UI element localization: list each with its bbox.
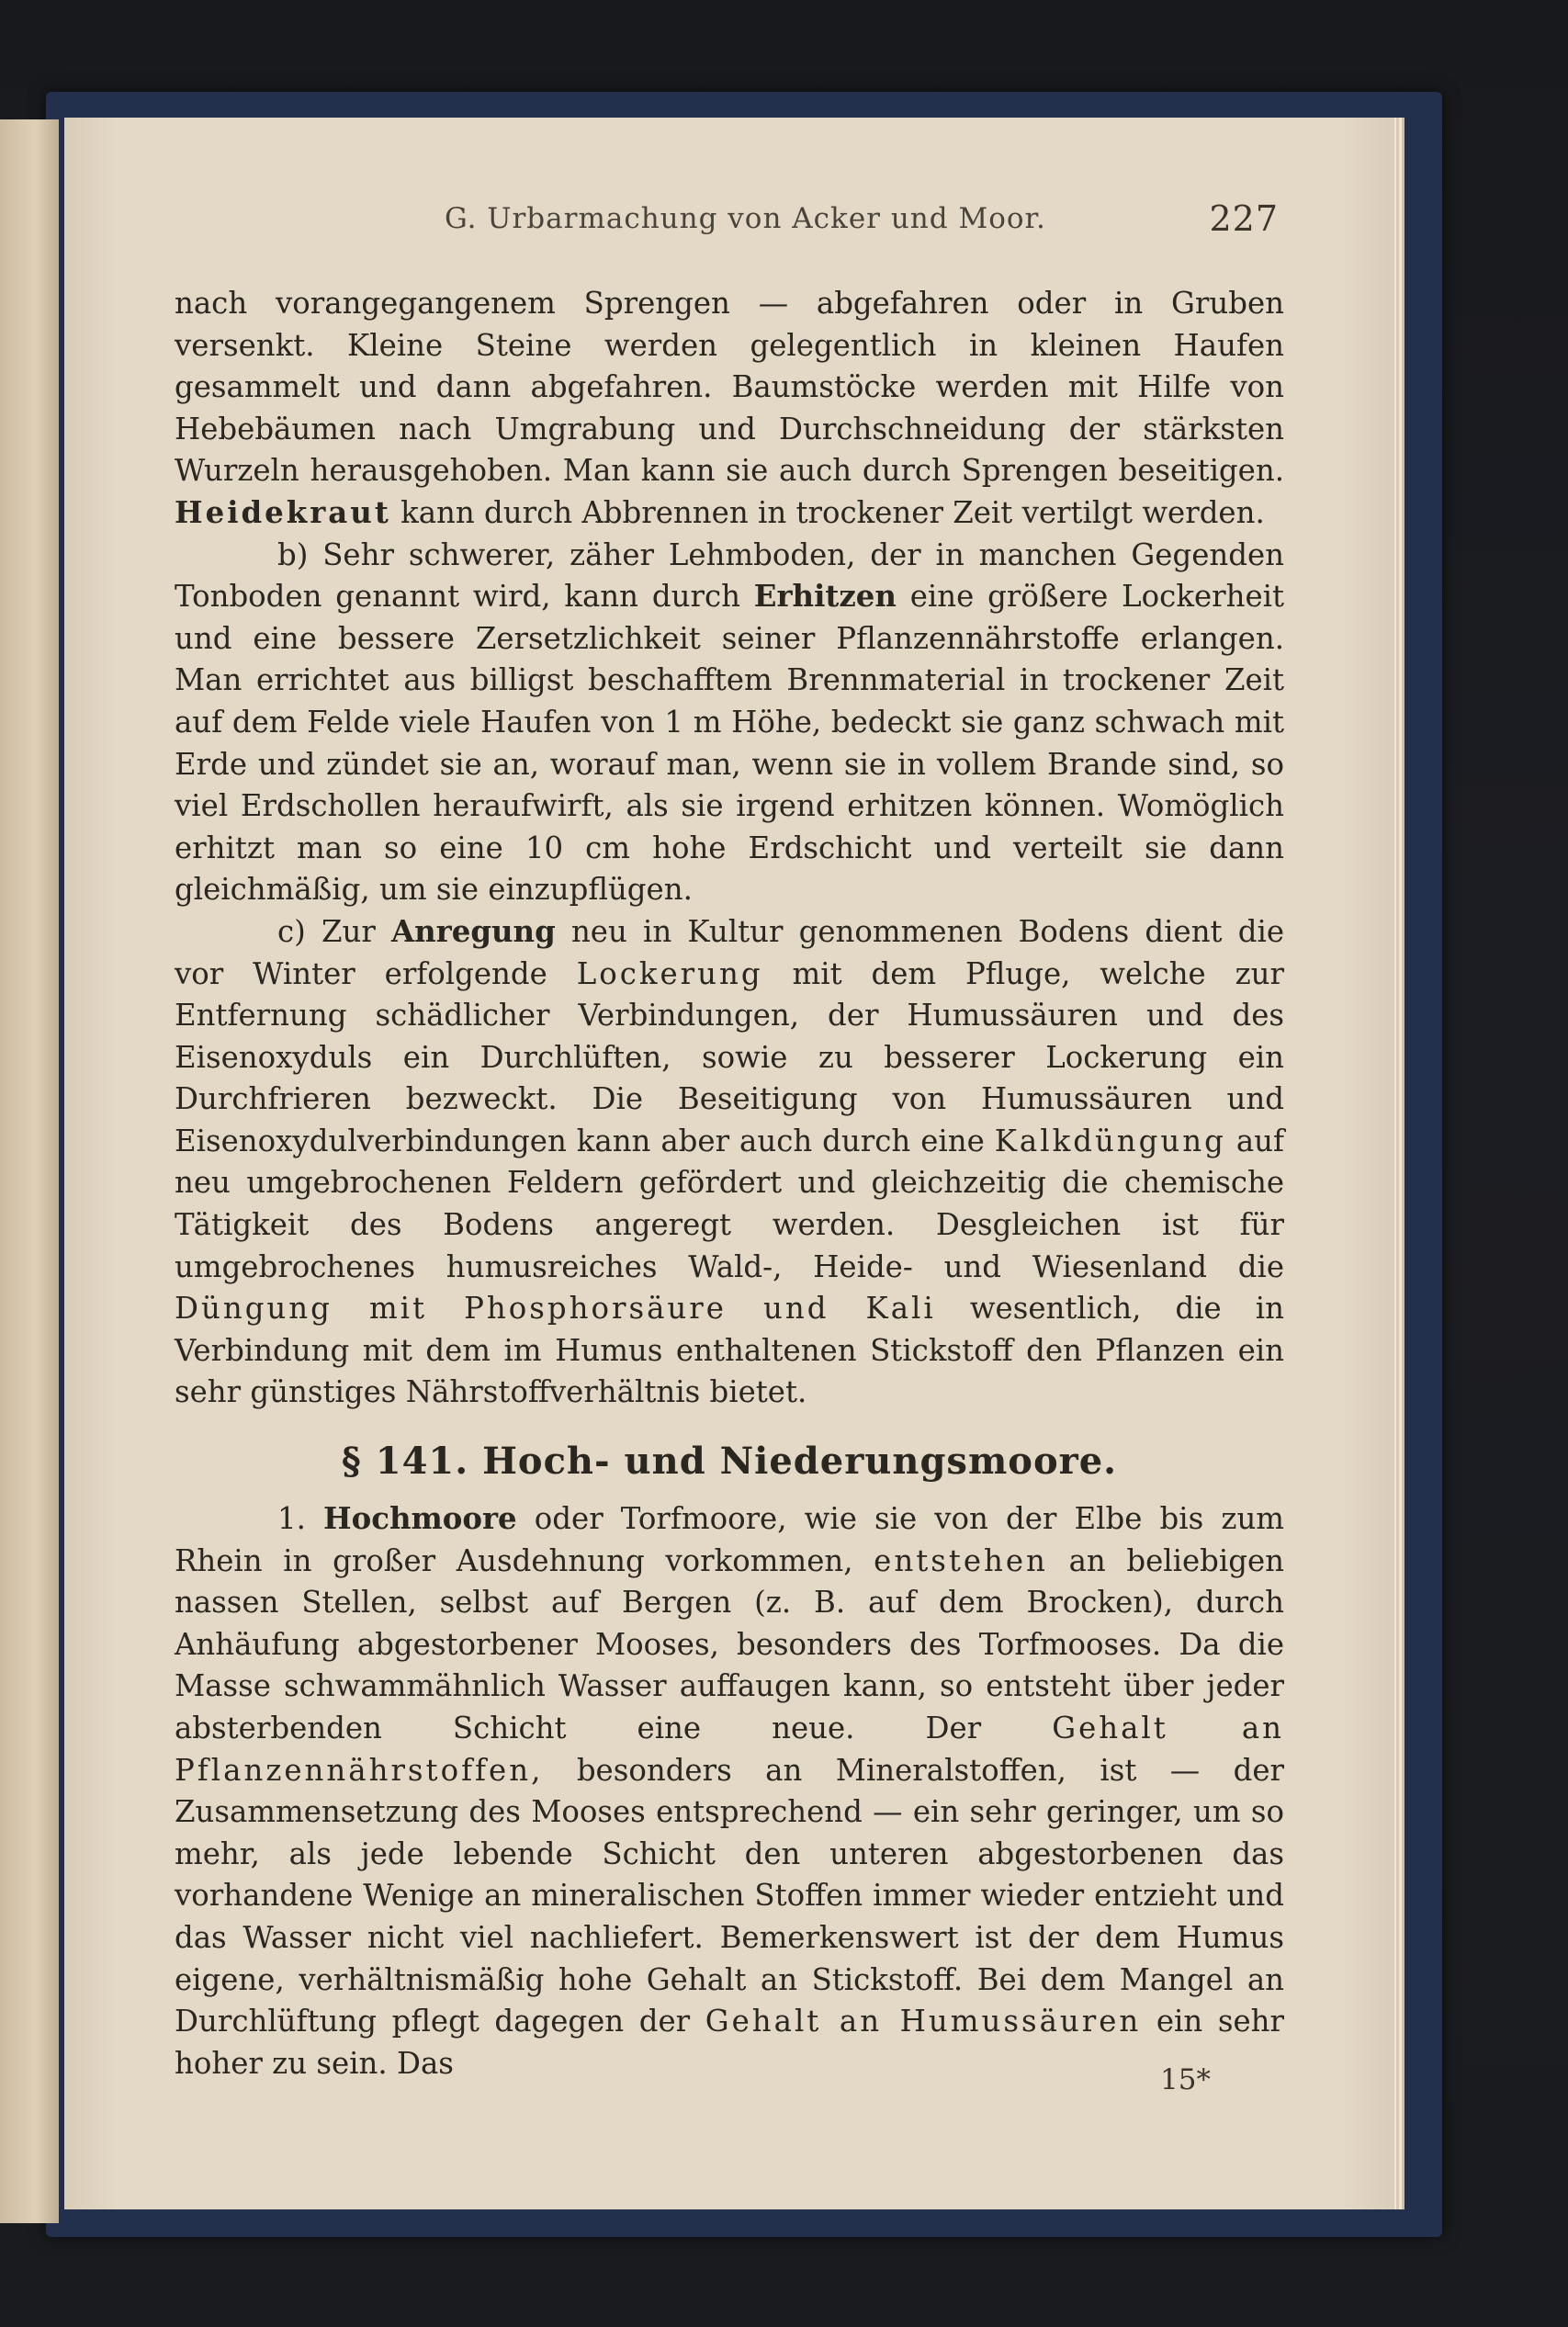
paragraph-c-spaced-2: Kalkdüngung bbox=[994, 1123, 1226, 1158]
paragraph-d-start: 1. bbox=[277, 1501, 306, 1537]
paragraph-b-rest: eine größere Lockerheit und eine bessere Zersetzlichkeit seiner Pflanzennährstoffe erlangen. Man errichtet aus billigst beschafftem Brennmaterial in trockener Zeit auf dem Felde viele Haufen von 1 m Höhe, bedeckt sie ganz schwach mit Erde und zündet sie an, worauf man, wenn sie in vollem Brande sind, so viel Erdschollen heraufwirft, als sie irgend erhitzen können. Womöglich erhitzt man so eine 10 cm hohe Erdschicht und verteilt sie dann gleichmäßig, um sie einzupflügen. bbox=[175, 579, 1285, 908]
paragraph-d-part-b: oder Torfmoore, wie sie von der Elbe bis zum Rhein in großer Ausdehnung vorkommen, bbox=[175, 1501, 1285, 1578]
paragraph-d bbox=[175, 1498, 1284, 2084]
paragraph-d-part-d: besonders an Mineralstoffen, ist — der Zusammensetzung des Mooses entsprechend — ein sehr geringer, um so mehr, als jede lebende Schicht den unteren abgestorbenen das vorhandene Wenige an mineralischen Stoffen immer wieder entzieht und das Wasser nicht viel nachliefert. Bemerkenswert ist der dem Humus eigene, verhältnismäßig hohe Gehalt an Stickstoff. Bei dem Mangel an Durchlüftung pflegt dagegen der bbox=[175, 1752, 1284, 2039]
page-number: 227 bbox=[1209, 198, 1279, 239]
paragraph-c-spaced-3: Düngung mit Phosphorsäure und Kali bbox=[175, 1291, 936, 1327]
paragraph-c bbox=[175, 911, 1284, 1414]
paragraph-b-start: b) Sehr schwerer, zäher Lehmboden, der in manchen Gegenden Tonboden genannt wird, kann durch bbox=[175, 537, 1284, 615]
paragraph-a-emphasis: Heidekraut bbox=[175, 494, 391, 530]
paragraph-c-start: c) Zur bbox=[277, 913, 376, 949]
paragraph-d-part-e: ein sehr hoher zu sein. Das bbox=[175, 2004, 1285, 2081]
paragraph-b bbox=[175, 535, 1284, 911]
running-head-title: G. Urbarmachung von Acker und Moor. bbox=[445, 202, 1046, 235]
paragraph-a-text: nach vorangegangenem Sprengen — abgefahren oder in Gruben versenkt. Kleine Steine werden gelegentlich in kleinen Haufen gesammelt und dann abgefahren. Baumstöcke werden mit Hilfe von Hebebäumen nach Umgrabung und Durchschneidung der stärksten Wurzeln herausgehoben. Man kann sie auch durch Sprengen beseitigen. bbox=[175, 286, 1284, 489]
paragraph-c-part-c: mit dem Pfluge, welche zur Entfernung schädlicher Verbindungen, der Humussäuren und des Eisenoxyduls ein Durchlüften, sowie zu besserer Lockerung ein Durchfrieren bezweckt. Die Beseitigung von Humussäuren und Eisenoxydulverbindungen kann aber auch durch eine bbox=[175, 955, 1285, 1158]
paragraph-d-spaced-2: Gehalt an Pflanzennährstoffen, bbox=[175, 1711, 1285, 1788]
paragraph-c-emphasis: Anregung bbox=[391, 913, 556, 949]
paragraph-a-end: kann durch Abbrennen in trockener Zeit vertilgt werden. bbox=[400, 494, 1265, 530]
book-page bbox=[64, 118, 1394, 2209]
page-body bbox=[175, 283, 1284, 2084]
paragraph-d-part-c: an beliebigen nassen Stellen, selbst auf Bergen (z. B. auf dem Brocken), durch Anhäufung abgestorbener Mooses, besonders des Torfmooses. Da die Masse schwammähnlich Wasser auffaugen kann, so entsteht über jeder absterbenden Schicht eine neue. Der bbox=[175, 1542, 1285, 1745]
printer-signature: 15* bbox=[1160, 2063, 1211, 2096]
paragraph-d-spaced-3: Gehalt an Humussäuren bbox=[705, 2004, 1142, 2039]
paragraph-c-part-b: neu in Kultur genommenen Bodens dient die vor Winter erfolgende bbox=[175, 913, 1285, 991]
section-heading: § 141. Hoch- und Niederungsmoore. bbox=[341, 1440, 1118, 1484]
paragraph-c-spaced-1: Lockerung bbox=[576, 955, 763, 991]
left-page-edge bbox=[0, 119, 59, 2223]
paragraph-d-spaced-1: entstehen bbox=[874, 1542, 1048, 1578]
paragraph-c-part-d: auf neu umgebrochenen Feldern gefördert und gleichzeitig die chemische Tätigkeit des Bodens angeregt werden. Desgleichen ist für umgebrochenes humusreiches Wald-, Heide- und Wiesenland die bbox=[175, 1123, 1285, 1284]
paragraph-d-emphasis: Hochmoore bbox=[323, 1501, 517, 1537]
paragraph-a bbox=[175, 283, 1284, 535]
paragraph-b-emphasis: Erhitzen bbox=[753, 579, 897, 615]
paragraph-c-part-e: wesentlich, die in Verbindung mit dem im Humus enthaltenen Stickstoff den Pflanzen ein sehr günstiges Nährstoffverhältnis bietet. bbox=[175, 1291, 1285, 1410]
